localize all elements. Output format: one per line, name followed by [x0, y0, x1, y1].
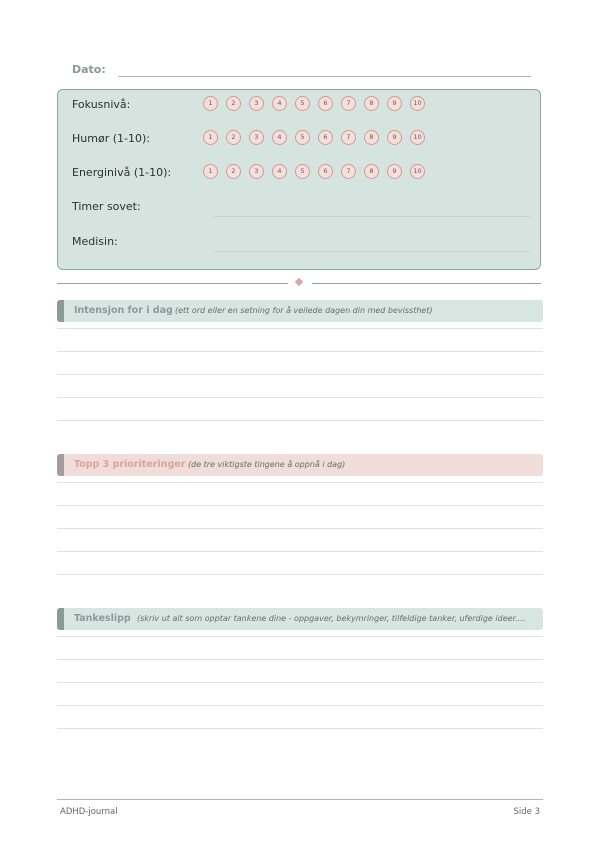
- rating-circle-7[interactable]: 7: [341, 164, 356, 179]
- section-accent-bar: [57, 454, 64, 476]
- rating-circle-2[interactable]: 2: [226, 96, 241, 111]
- focus-scale: [203, 96, 533, 113]
- rating-circle-2[interactable]: 2: [226, 130, 241, 145]
- rating-circle-9[interactable]: 9: [387, 96, 402, 111]
- braindump-header: [57, 608, 543, 630]
- rating-circle-8[interactable]: 8: [364, 130, 379, 145]
- priorities-hint: (de tre viktigste tingene å oppnå i dag): [188, 460, 346, 469]
- energy-label: Energinivå (1-10):: [72, 166, 172, 179]
- rating-circle-10[interactable]: 10: [410, 164, 425, 179]
- mood-scale: [203, 130, 533, 147]
- intention-title: Intensjon for i dag: [74, 305, 173, 316]
- rating-circle-10[interactable]: 10: [410, 96, 425, 111]
- intention-line-5[interactable]: [57, 420, 543, 421]
- rating-circle-1[interactable]: 1: [203, 130, 218, 145]
- rating-circle-8[interactable]: 8: [364, 164, 379, 179]
- footer-journal-name: ADHD-journal: [60, 807, 118, 817]
- rating-circle-3[interactable]: 3: [249, 130, 264, 145]
- rating-circle-2[interactable]: 2: [226, 164, 241, 179]
- date-input-line[interactable]: [118, 76, 531, 77]
- date-label: Dato:: [72, 63, 106, 76]
- focus-label: Fokusnivå:: [72, 98, 131, 111]
- mood-label: Humør (1-10):: [72, 132, 150, 145]
- braindump-line-2[interactable]: [57, 659, 543, 660]
- priority-line-5[interactable]: [57, 574, 543, 575]
- diamond-ornament-icon: [295, 278, 303, 286]
- medicine-input-line[interactable]: [214, 251, 530, 252]
- rating-circle-1[interactable]: 1: [203, 164, 218, 179]
- medicine-label: Medisin:: [72, 235, 118, 248]
- braindump-line-1[interactable]: [57, 636, 543, 637]
- priorities-title: Topp 3 prioriteringer: [74, 459, 186, 470]
- intention-line-1[interactable]: [57, 328, 543, 329]
- braindump-line-3[interactable]: [57, 682, 543, 683]
- rating-circle-3[interactable]: 3: [249, 96, 264, 111]
- footer-rule: [57, 799, 543, 800]
- rating-circle-7[interactable]: 7: [341, 96, 356, 111]
- intention-line-2[interactable]: [57, 351, 543, 352]
- rating-circle-4[interactable]: 4: [272, 130, 287, 145]
- intention-line-4[interactable]: [57, 397, 543, 398]
- rating-circle-5[interactable]: 5: [295, 164, 310, 179]
- rating-circle-3[interactable]: 3: [249, 164, 264, 179]
- braindump-title: Tankeslipp: [74, 613, 131, 624]
- braindump-line-4[interactable]: [57, 705, 543, 706]
- rating-circle-4[interactable]: 4: [272, 96, 287, 111]
- rating-circle-6[interactable]: 6: [318, 130, 333, 145]
- rating-circle-8[interactable]: 8: [364, 96, 379, 111]
- priorities-header: [57, 454, 543, 476]
- braindump-line-5[interactable]: [57, 728, 543, 729]
- intention-header: [57, 300, 543, 322]
- rating-circle-6[interactable]: 6: [318, 96, 333, 111]
- intention-hint: (ett ord eller en setning for å veilede dagen din med bevissthet): [175, 306, 433, 315]
- section-accent-bar: [57, 608, 64, 630]
- priority-line-2[interactable]: [57, 505, 543, 506]
- rating-circle-7[interactable]: 7: [341, 130, 356, 145]
- rating-circle-10[interactable]: 10: [410, 130, 425, 145]
- divider-right: [312, 283, 541, 284]
- intention-line-3[interactable]: [57, 374, 543, 375]
- priority-line-1[interactable]: [57, 482, 543, 483]
- section-accent-bar: [57, 300, 64, 322]
- divider-left: [57, 283, 288, 284]
- rating-circle-9[interactable]: 9: [387, 130, 402, 145]
- priority-line-3[interactable]: [57, 528, 543, 529]
- sleep-input-line[interactable]: [214, 216, 530, 217]
- rating-circle-4[interactable]: 4: [272, 164, 287, 179]
- rating-circle-5[interactable]: 5: [295, 130, 310, 145]
- footer-page-number: Side 3: [513, 807, 540, 817]
- rating-circle-9[interactable]: 9: [387, 164, 402, 179]
- rating-circle-1[interactable]: 1: [203, 96, 218, 111]
- energy-scale: [203, 164, 533, 181]
- rating-circle-5[interactable]: 5: [295, 96, 310, 111]
- rating-circle-6[interactable]: 6: [318, 164, 333, 179]
- braindump-hint: (skriv ut alt som opptar tankene dine - oppgaver, bekymringer, tilfeldige tanker, uferdige ideer....: [137, 614, 526, 623]
- priority-line-4[interactable]: [57, 551, 543, 552]
- sleep-label: Timer sovet:: [72, 200, 141, 213]
